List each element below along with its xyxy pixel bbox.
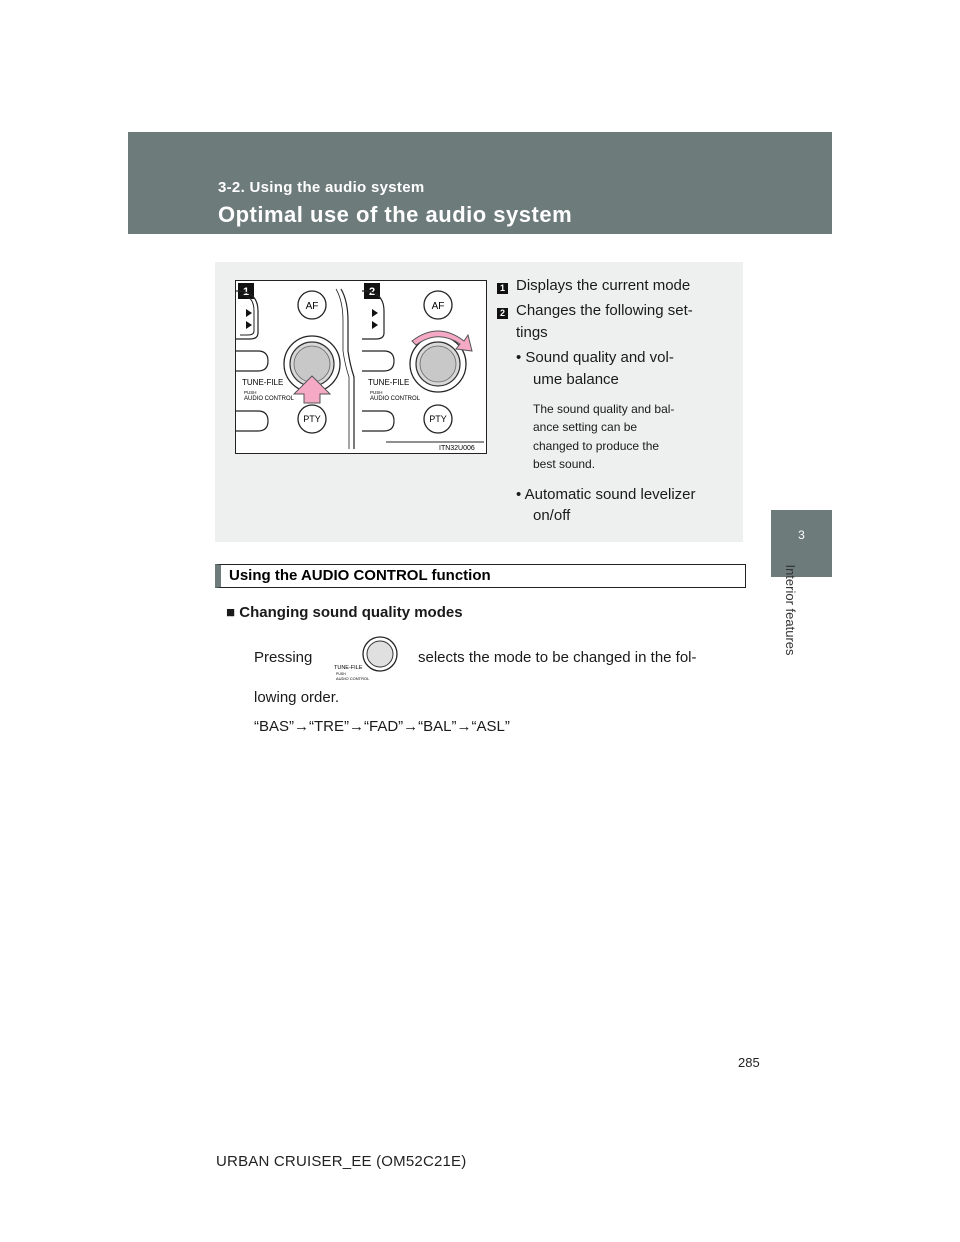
note-line-2: ance setting can be: [533, 420, 638, 434]
af-label-2: AF: [431, 301, 445, 312]
subheading-text: Changing sound quality modes: [239, 604, 463, 621]
tune-label-2: TUNE-FILE: [368, 378, 410, 387]
section-heading-box: [215, 564, 746, 588]
section-heading: Using the AUDIO CONTROL function: [229, 567, 491, 584]
audio-control-label-2: AUDIO CONTROL: [370, 396, 421, 402]
selects-text: selects the mode to be changed in the fol-: [418, 649, 697, 666]
pressing-text: Pressing: [254, 649, 313, 666]
footer-manual-id: URBAN CRUISER_EE (OM52C21E): [216, 1153, 467, 1170]
legend-item-2-line1: Changes the following set-: [516, 302, 693, 319]
chapter-header: [128, 132, 832, 234]
continuation-text: lowing order.: [254, 689, 340, 706]
panel-1: [236, 283, 354, 449]
section-label: 3-2. Using the audio system: [218, 179, 425, 196]
audio-control-figure: [235, 280, 487, 454]
push-label-1: PUSH: [244, 390, 257, 395]
legend-bullet-2-line2: on/off: [533, 507, 571, 524]
knob-audio-label: AUDIO CONTROL: [336, 676, 370, 681]
page-title: Optimal use of the audio system: [218, 202, 573, 227]
knob-tune-label: TUNE-FILE: [334, 665, 363, 671]
chapter-number: 3: [798, 528, 805, 542]
pty-label-1: PTY: [303, 414, 321, 424]
legend-bullet-1-line2: ume balance: [533, 371, 619, 388]
legend-marker-1: 1: [497, 279, 508, 296]
panel-2-marker: 2: [368, 286, 376, 298]
legend-item-1: Displays the current mode: [516, 277, 691, 294]
pty-label-2: PTY: [429, 414, 447, 424]
note-line-3: changed to produce the: [533, 439, 660, 453]
tune-file-knob-icon: [334, 634, 424, 684]
audio-control-label-1: AUDIO CONTROL: [244, 396, 295, 402]
af-label-1: AF: [305, 301, 319, 312]
subheading-bullet: ■: [226, 604, 236, 621]
knob-push-label: PUSH: [336, 672, 346, 676]
page-number: 285: [738, 1055, 760, 1070]
panel-2: [362, 283, 484, 452]
legend-item-2-line2: tings: [516, 324, 548, 341]
mode-order: “BAS”→“TRE”→“FAD”→“BAL”→“ASL”: [254, 718, 510, 735]
push-label-2: PUSH: [370, 390, 383, 395]
panel-1-marker: 1: [242, 286, 250, 298]
note-line-1: The sound quality and bal-: [533, 402, 675, 416]
tune-label-1: TUNE-FILE: [242, 378, 284, 387]
subheading: [226, 604, 463, 621]
legend-bullet-1-line1: • Sound quality and vol-: [516, 349, 674, 366]
figure-code: ITN32U006: [439, 445, 475, 452]
legend-marker-2: 2: [497, 304, 508, 321]
note-line-4: best sound.: [533, 457, 596, 471]
legend-bullet-2-line1: • Automatic sound levelizer: [516, 486, 696, 503]
control-panel-illustration: [236, 281, 486, 453]
chapter-tab-label: Interior features: [783, 564, 798, 656]
